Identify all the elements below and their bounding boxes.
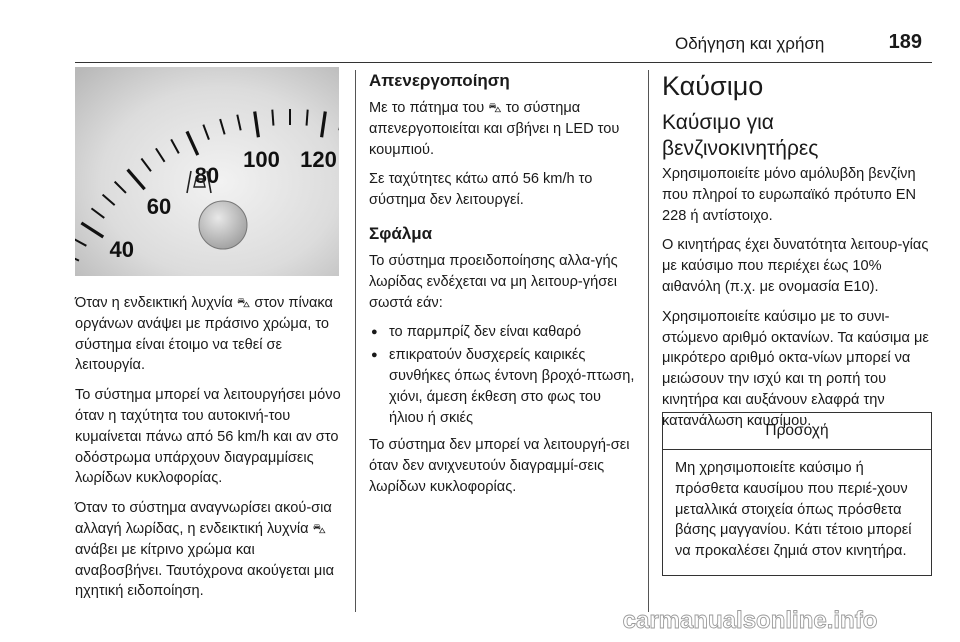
gauge-tick: [307, 110, 308, 126]
paragraph: Όταν η ενδεικτική λυχνία ⛍ στον πίνακα οργάνων ανάψει με πράσινο χρώμα, το σύστημα είναι έτοιμο να τεθεί σε λειτουργία.: [75, 295, 333, 374]
column-2: [369, 70, 635, 507]
lane-departure-icon: ⛍: [488, 100, 502, 115]
lane-departure-icon: ⛍: [236, 295, 251, 310]
gauge-tick-label: 60: [146, 193, 172, 219]
paragraph: Το σύστημα μπορεί να λειτουργήσει μόνο όταν η ταχύτητα του αυτοκινή-του κυμαίνεται πάνω από 56 km/h και αν στο οδόστρωμα υπάρχουν διαγραμμίσεις λωρίδων κυκλοφορίας.: [75, 387, 341, 487]
paragraph: Χρησιμοποιείτε καύσιμο με το συνι-στώμενο αριθμό οκτανίων. Τα καύσιμα με μικρότερο αριθμό οκτα-νίων μπορεί να μειώσουν την ισχύ και τη ροπή του κινητήρα και αυξάνουν ελαφρά την κατανάλωση καυσίμου.: [662, 308, 929, 429]
paragraph: Ο κινητήρας έχει δυνατότητα λειτουρ-γίας με καύσιμο που περιέχει έως 10% αιθανόλη (π.χ. με ονομασία E10).: [662, 237, 929, 295]
paragraph: Το σύστημα δεν μπορεί να λειτουργή-σει όταν δεν ανιχνευτούν διαγραμμί-σεις λωρίδων κυκλοφορίας.: [369, 437, 630, 495]
paragraph: Με το πάτημα του ⛍ το σύστημα απενεργοποιείται και σβήνει η LED του κουμπιού.: [369, 100, 620, 158]
gauge-tick-label: 80: [194, 163, 220, 189]
lane-departure-icon: ⛍: [312, 520, 327, 536]
watermark: [574, 606, 926, 636]
paragraph: Σε ταχύτητες κάτω από 56 km/h το σύστημα δεν λειτουργεί.: [369, 171, 593, 209]
page-number: 189: [888, 31, 922, 53]
column-divider-1: [355, 70, 356, 612]
speedometer-illustration: [75, 67, 339, 276]
gauge-hub: [199, 201, 247, 249]
header-title: Οδήγηση και χρήση: [675, 34, 825, 53]
section-heading-deactivation: Απενεργοποίηση: [369, 71, 510, 90]
gauge-tick-label: 40: [109, 236, 134, 262]
column-divider-2: [648, 70, 649, 612]
gauge-tick-label: 100: [243, 147, 280, 173]
chapter-heading-fuel: Καύσιμο: [662, 71, 764, 101]
gauge-tick: [272, 110, 273, 126]
paragraph: Το σύστημα προειδοποίησης αλλα-γής λωρίδας ενδέχεται να μη λειτουρ-γήσει σωστά εάν:: [369, 252, 618, 311]
section-heading-fault: Σφάλμα: [369, 223, 433, 243]
caution-box: [662, 412, 932, 576]
header-rule: [75, 62, 932, 63]
caution-title: Προσοχή: [663, 413, 931, 450]
section-heading-petrol-fuel: Καύσιμο για βενζινοκινητήρες: [662, 111, 819, 160]
caution-text: Μη χρησιμοποιείτε καύσιμο ή πρόσθετα καυσίμου που περιέ-χουν μεταλλικά στοιχεία όπως πρόσθετα βάσης μαγγανίου. Κάτι τέτοιο μπορεί να προκαλέσει ζημιά στον κινητήρα.: [675, 460, 912, 560]
column-1: [75, 293, 345, 611]
bullet-list: [369, 322, 635, 428]
column-3: [662, 70, 932, 441]
watermark-text: carmanualsonline.info: [622, 607, 878, 634]
paragraph: Χρησιμοποιείτε μόνο αμόλυβδη βενζίνη που πληροί το ευρωπαϊκό πρότυπο EN 228 ή αντίστοιχο.: [662, 166, 917, 224]
gauge-tick-label: 120: [300, 147, 337, 173]
paragraph: Όταν το σύστημα αναγνωρίσει ακού-σια αλλαγή λωρίδας, η ενδεικτική λυχνία ⛍ ανάβει με κίτρινο χρώμα και αναβοσβήνει. Ταυτόχρονα ακούγεται μια ηχητική ειδοποίηση.: [75, 500, 335, 600]
list-item: ● το παρμπρίζ δεν είναι καθαρό: [369, 322, 635, 343]
list-item: ● επικρατούν δυσχερείς καιρικές συνθήκες όπως έντονη βροχό-πτωση, χιόνι, άμεση έκθεση στο φως του ήλιου ή σκιές: [369, 345, 635, 428]
